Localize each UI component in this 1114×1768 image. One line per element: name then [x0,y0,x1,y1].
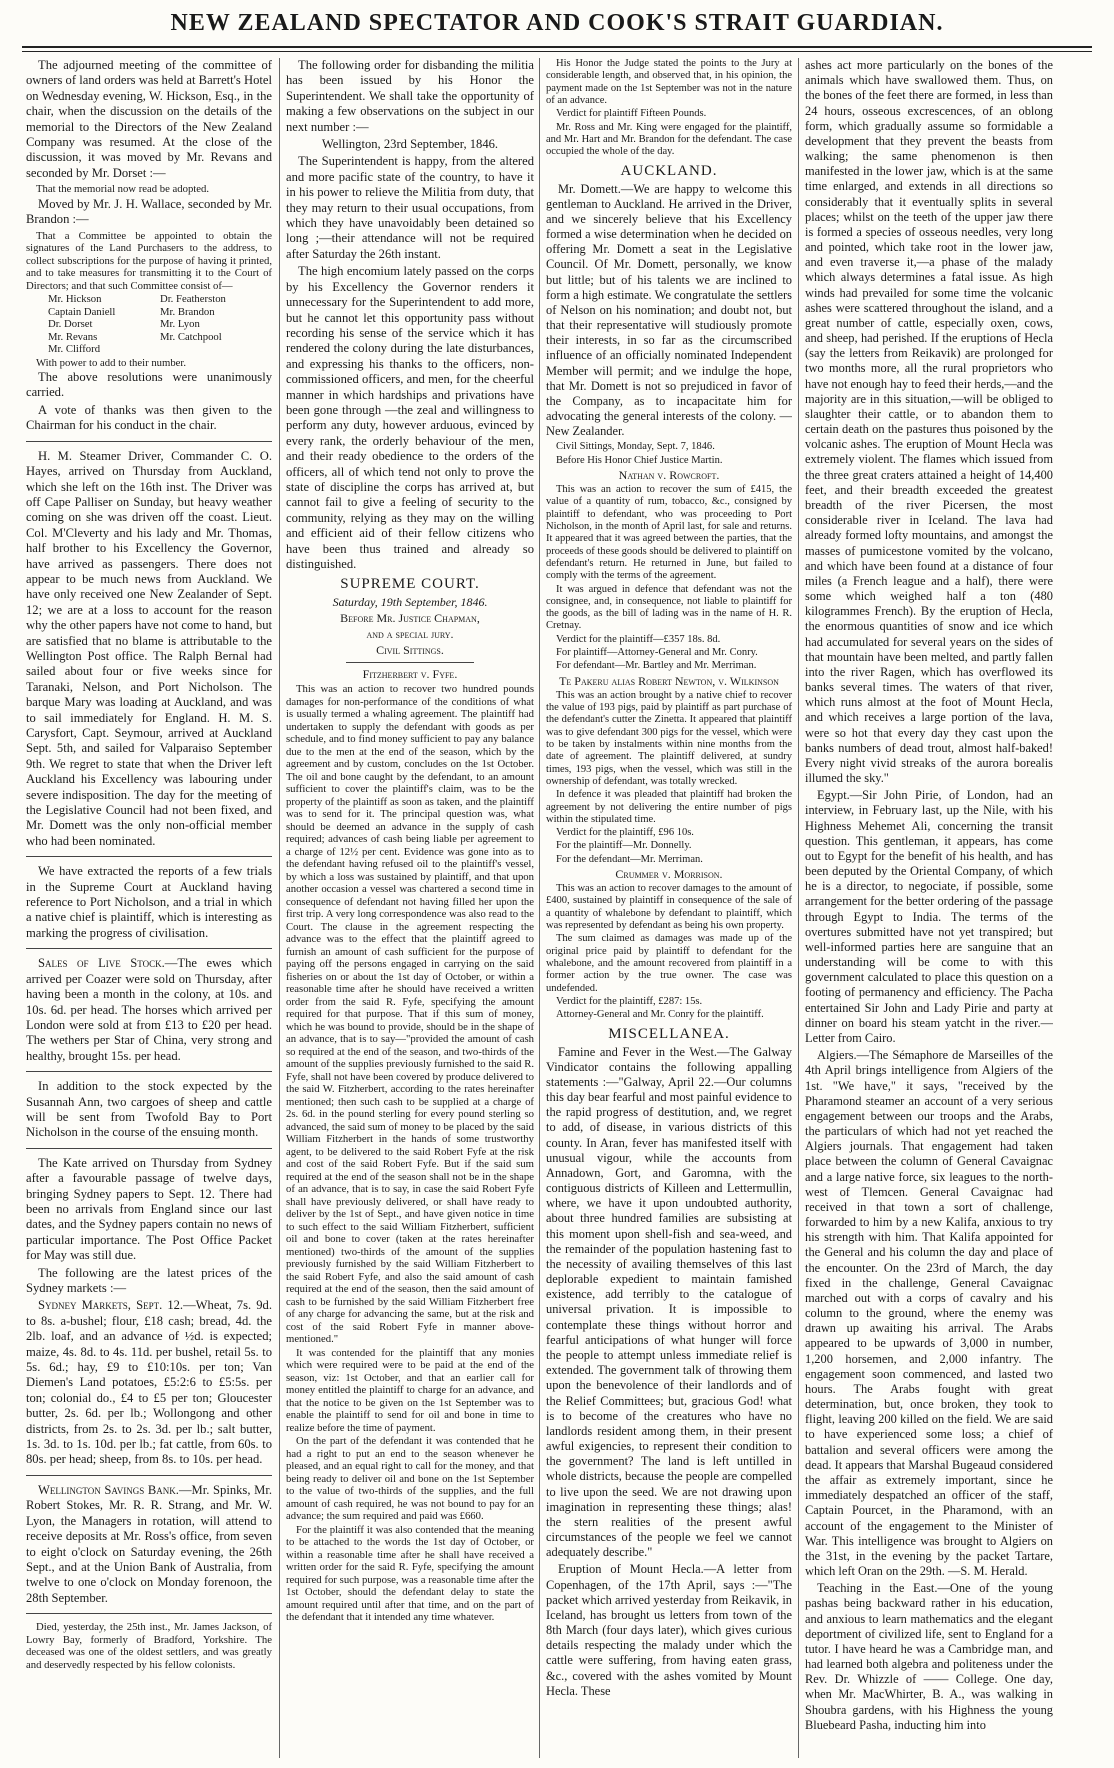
case-title: Fitzherbert v. Fyfe. [362,667,458,682]
court-date: Saturday, 19th September, 1846. [332,595,488,610]
article-separator [26,1475,272,1476]
court-civil-sittings: Civil Sittings. [376,643,444,658]
order-paragraph: The Superintendent is happy, from the altered and more pacific state of the country, to have it in his power to relieve the Militia from duty, that they may return to their usual occupations, from which they have unavoidably been detained so long ;—their attendance will not be required after Saturday the 26th instant. [286,154,534,261]
article-trials: We have extracted the reports of a few trials in the Supreme Court at Auckland having reference to Port Nicholson, and a trial in which a native chief is plaintiff, which is interesting as marking the progress of civilisation. [26,864,272,940]
article-heading: Wellington Savings Bank. [38,1482,179,1497]
article-susannah: In addition to the stock expected by the Susannah Ann, two cargoes of sheep and cattle will be sent from Twofold Bay to Port Nicholson in the course of the ensuing month. [26,1079,272,1140]
section-heading-auckland: AUCKLAND. [620,162,718,179]
case-counsel: For the plaintiff—Mr. Donnelly. [556,840,692,852]
case-verdict: Verdict for the plaintiff, £96 10s. [556,827,694,839]
section-heading-supreme-court: SUPREME COURT. [340,576,480,593]
article-heading: Sydney Markets, Sept. 12. [38,1298,184,1313]
case-paragraph: It was contended for the plaintiff that any monies which were required were to be paid at the end of the season, viz: 1st October, and that an earlier call for money entitled the plaintiff to charge for an advance, and that the notice to be given on the 1st September was to enable the plaintiff to send for oil and bone in time to realize before the time of payment. [286,1346,534,1434]
column-4 [805,58,1053,1760]
court-before: Before Mr. Justice Chapman, [340,611,480,626]
case-paragraph: This was an action brought by a native chief to recover the value of 193 pigs, paid by plaintiff as part purchase of the defendant's cutter the Zinetta. It appeared that plaintiff was to give defendant 300 pigs for the vessel, which were to be taken by instalments within nine months from the date of agreement. The plaintiff delivered, at sundry times, 193 pigs, when the vessel, which was still in the ownership of defendant, was totally wrecked. [546,689,792,787]
resolution-committee: That a Committee be appointed to obtain the signatures of the Land Purchasers to the address, to collect subscriptions for the purpose of having it printed, and to take measures for transmitting it to the Court of Directors; and that such Committee consist of— [26,229,272,292]
committee-member: Captain Daniell [48,305,116,318]
case-title: Te Pakeru alias Robert Newton, v. Wilkinson [559,673,779,688]
case-paragraph: This was an action to recover two hundred pounds damages for non-performance of the conditions of what is usually termed a whaling agreement. The plaintiff had undertaken to supply the defendant with goods as per schedule, and to find money sufficient to pay any balance due to the men at the end of the season, which by the agreement and by custom, concludes on the 1st October. The oil and bone caught by the defendant, to an amount sufficient to cover the plaintiff's claim, was to be the property of the plaintiff as soon as taken, and the plaintiff was to send for it. The principal question was, what should be deemed an advance in the supply of cash required; advances of cash being liable per agreement to a charge of 12½ per cent. Evidence was gone into as to the defendant having refused oil to the plaintiff's vessel, by which a loss was sustained by plaintiff, and that upon another occasion a vessel was chartered a second time in consequence of defendant not having filled her upon the first trip. A very long correspondence was also read to the Court. The clause in the agreement respecting the advance was to the effect that the plaintiff agreed to furnish an amount of cash sufficient for the purpose of paying off the persons engaged in carrying on the said fisheries on or about the 1st day of October, or within a reasonable time after he should have received a written order from the said R. Fyfe, specifying the amount required for that purpose. That if this sum of money, which he was bound to provide, should be in the shape of an advance, that is to say—"provided the amount of cash so required at the end of the season, and two-thirds of the amount of the supplies previously furnished to the said R. Fyfe, shall not have been covered by produce delivered to the said W. Fitzherbert, according to the rates hereinafter mentioned; then such cash to be supplied at a charge of 2s. 6d. in the pound sterling for every pound sterling so advanced, the said sum of money to be placed by the said William Fitzherbert in the hands of some trustworthy agent, to be delivered to the said Robert Fyfe at the risk and cost of the said Robert Fyfe. But if the said sum required at the end of the season shall not be in the shape of an advance, that is to say, in case the said Robert Fyfe shall have previously delivered, or shall have ready to deliver by the 1st of Sept., and have given notice in time to such effect to the said William Fitzherbert, sufficient oil and bone to cover (taken at the rates hereinafter mentioned) two-thirds of the amount of the supplies previously furnished by the said William Fitzherbert to the said Robert Fyfe, and also the said amount of cash required at the end of the season, then the said amount of cash to be furnished by the said William Fitzherbert free of any charge for advancing the same, but at the risk and cost of the said Robert Fyfe in manner above-mentioned." [286,683,534,1346]
article-separator [26,1613,272,1614]
article-separator [26,948,272,949]
column-rule [798,58,799,1758]
case-paragraph: This was an action to recover damages to the amount of £400, sustained by plaintiff in consequence of the sale of a quantity of whalebone by defendant to plaintiff, which was represented by defendant as being his own property. [546,883,792,932]
article-meeting: The adjourned meeting of the committee of owners of land orders was held at Barrett's Hotel on Wednesday evening, W. Hickson, Esq., in the chair, when the discussion on the details of the memorial to the Directors of the New Zealand Company was resumed. At the close of the discussion, it was moved by Mr. Revans and seconded by Mr. Dorset :— [26,58,272,180]
committee-member: Mr. Clifford [48,343,101,356]
case-counsel: For plaintiff—Attorney-General and Mr. Conry. [556,647,758,659]
case-verdict: Verdict for the plaintiff, £287: 15s. [556,995,703,1007]
article-heading: Sales of Live Stock. [38,956,165,971]
motion: Moved by Mr. J. H. Wallace, seconded by Mr. Brandon :— [26,196,272,227]
article-domett: Mr. Domett.—We are happy to welcome this gentleman to Auckland. He arrived in the Driver, and we sincerely believe that his Excellency formed a wise determination when he decided on offering Mr. Domett a seat in the Legislative Council. Of Mr. Domett, personally, we know but little; but of his talents we are inclined to form a high estimate. We congratulate the settlers of Nelson on his nomination; and doubt not, but that their representative will studiously promote their interests, in so far as the circumscribed influence of an officially nominated Independent Member will permit; and we indulge the hope, that Mr. Domett is not so prejudiced in favor of the Company, as to incapacitate him for advocating the general interests of the colony. —New Zealander. [546,181,792,439]
case-paragraph: It was argued in defence that defendant was not the consignee, and, in consequence, not liable to plaintiff for the goods, as the bill of lading was in the name of H. R. Cretnay. [546,583,792,632]
case-title: Nathan v. Rowcroft. [618,468,720,483]
case-paragraph: His Honor the Judge stated the points to the Jury at considerable length, and observed that, in his opinion, the payment made on the 1st September was not in the nature of an advance. [546,58,792,106]
article-separator [26,1148,272,1149]
column-2 [286,58,534,1760]
article-kate: The Kate arrived on Thursday from Sydney after a favourable passage of twelve days, bringing Sydney papers to Sept. 12. There had been no arrivals from England since our last dates, and the Sydney papers contain no news of particular importance. The Post Office Packet for May was still due. [26,1155,272,1263]
vote-of-thanks: A vote of thanks was then given to the Chairman for his conduct in the chair. [26,402,272,433]
column-3 [546,58,792,1760]
article-body: —The ewes which arrived per Coazer were sold on Thursday, after having been a month in the colony, at 10s. and 10s. 6d. per head. The horses which arrived per London were sold at from £13 to £20 per head. The wethers per Star of China, very strong and healthy, brought 15s. per head. [26,956,272,1063]
article-separator [346,662,474,663]
column-rule [279,58,280,1758]
masthead-rule-thin [22,51,1092,52]
column-rule [539,58,540,1758]
committee-member: Mr. Brandon [160,305,215,318]
case-verdict: Verdict for the plaintiff—£357 18s. 8d. [556,633,721,645]
article-separator [26,441,272,442]
case-counsel: Attorney-General and Mr. Conry for the plaintiff. [556,1009,764,1021]
committee-member: Dr. Featherston [160,293,226,306]
sittings-before: Before His Honor Chief Justice Martin. [556,454,723,466]
article-body: —Mr. Spinks, Mr. Robert Stokes, Mr. R. R. Strang, and Mr. W. Lyon, the Managers in rotation, will attend to receive deposits at Mr. Ross's office, from seven to eight o'clock on Saturday evening, the 26th Sept., and at the Union Bank of Australia, from twelve to one o'clock on Monday forenoon, the 28th September. [26,1482,272,1605]
article-live-stock [26,956,272,1064]
case-counsel: Mr. Ross and Mr. King were engaged for the plaintiff, and Mr. Hart and Mr. Brandon for the defendant. The case occupied the whole of the day. [546,121,792,158]
resolution-memorial: That the memorial now read be adopted. [36,183,210,196]
committee-member: Mr. Lyon [160,318,200,331]
article-separator [26,856,272,857]
masthead: NEW ZEALAND SPECTATOR AND COOK'S STRAIT GUARDIAN. [170,10,944,36]
case-paragraph: On the part of the defendant it was contended that he had a right to put an end to the season whenever he pleased, and an equal right to call for the money, and that being ready to deliver oil and bone on the 1st September to the value of two-thirds of the supplies, and the full amount of cash required, he was not bound to pay for an advance; the sum required and paid was £660. [286,1435,534,1523]
article-hecla: Eruption of Mount Hecla.—A letter from Copenhagen, of the 17th April, says :—"The packet which arrived yesterday from Reikavik, in Iceland, has brought us letters from town of the 8th March (four days later), which gives curious details respecting the malady under which the cattle were suffering, from having eaten grass, &c., covered with the ashes vomited by Mount Hecla. These [546,1562,792,1698]
sittings-date: Civil Sittings, Monday, Sept. 7, 1846. [556,441,715,453]
section-heading-miscellanea: MISCELLANEA. [608,1025,730,1042]
committee-member: Mr. Revans [48,330,98,343]
case-counsel: For the defendant—Mr. Merriman. [556,853,703,865]
case-counsel: For defendant—Mr. Bartley and Mr. Merriman. [556,660,757,672]
article-savings-bank [26,1483,272,1606]
committee-member [160,343,272,356]
case-paragraph: This was an action to recover the sum of £415, the value of a quantity of rum, tobacco, &c., consigned by plaintiff to defendant, who was proceeding to Port Nicholson, in the month of April last, for sale and returns. It appeared that it was agreed between the parties, that the proceeds of these goods should be delivered to plaintiff on defendant's return. He returned in June, but failed to comply with the terms of the agreement. [546,484,792,582]
committee-member: Dr. Dorset [48,318,93,331]
article-hecla-continued: ashes act more particularly on the bones of the animals which have swallowed them. Thus, on the bones of the feet there are formed, in less than 24 hours, osseous excrescences, of an oblong form, which gradually assume so formidable a development that they prevent the beasts from walking; the same phenomenon is then manifested in the lower jaw, which is at the same time enlarged, and extends in all directions so considerably that it eventually splits in several places; whilst on the teeth of the upper jaw there is formed a species of osseous needles, very long and pointed, which take root in the lower jaw, and even traverse it,—a phase of the malady which always determines a fatal issue. As high winds had prevailed for some time the volcanic ashes were scattered throughout the island, and a great number of cattle, especially oxen, cows, and sheep, had perished. If the eruptions of Hecla (say the letters from Reikavik) are prolonged for two months more, all the rural proprietors who have not enough hay to feed their herds,—and the majority are in this situation,—will be obliged to slaughter their cattle, or to abandon them to certain death on the pastures thus poisoned by the volcanic ashes. The eruption of Mount Hecla was extremely violent. The flames which issued from the three great craters attained a height of 14,400 feet, and their breadth exceeded the greatest breadth of the river Picersen, the most considerable river in Iceland. The lava had already formed lofty mountains, and amongst the masses of pumicestone vomited by the volcano, and which have been found at a distance of four miles (a French league and a half), there were some which weighed half a ton (480 kilogrammes French). By the eruption of Hecla, the enormous quantities of snow and ice which had accumulated for several years on the sides of that mountain have been melted, and partly fallen into the river Ragen, which has overflowed its banks several times. The waters of that river, which runs almost at the foot of Mount Hecla, and which receives a large portion of the lava, were so hot that every day they cast upon the banks numbers of dead trout, almost half-baked! Every night vivid streaks of the aurora borealis illumed the sky." [805,58,1053,786]
committee-member: Mr. Hickson [48,293,102,306]
column-1 [26,58,272,1760]
order-paragraph: The high encomium lately passed on the corps by his Excellency the Governor renders it unnecessary for the Superintendent to add more, but he cannot let this opportunity pass without recording his sense of the service which it has rendered the colony during the late disturbances, and expressing his thanks to the officers, non-commissioned officers, and men, for the cheerful manner in which hardships and privations have been gone through —the zeal and willingness to perform any duty, however arduous, evinced by every rank, the orderly behaviour of the men, and their ready obedience to the orders of the officers, all of which tend not only to prove the state of discipline the corps has arrived at, but cannot fail to give a feeling of security to the community, relying as they may on the willing and efficient aid of their fellow citizens who have been thus trained and already so distinguished. [286,264,534,571]
order-dateline: Wellington, 23rd September, 1846. [321,137,499,152]
article-egypt: Egypt.—Sir John Pirie, of London, had an interview, in February last, up the Nile, with his Highness Mehemet Ali, concerning the transit question. This gentleman, it appears, has come out to Egypt for the benefit of his health, and has been deputed by the Oriental Company, of which he is a director, to negociate, if possible, some arrangement for the better ordering of the passage through Egypt to India. The terms of the overtures submitted have not yet transpired; but well-informed parties here are sanguine that an understanding will be come to with this government calculated to place this question on a footing of permanency and efficiency. The Pacha entertained Sir John and Lady Pirie and party at dinner on board his steam yatcht in the river.—Letter from Cairo. [805,788,1053,1045]
article-body: —Wheat, 7s. 9d. to 8s. a-bushel; flour, £18 cash; bread, 4d. the 2lb. loaf, and an advance of ½d. is expected; maize, 4s. 8d. to 4s. 11d. per bushel, retail 5s. to 5s. 6d.; hay, £9 to £10:10s. per ton; Van Diemen's Land potatoes, £5:2:6 to £5:5s. per ton; colonial do., £4 to £5 per ton; Gloucester butter, 2s. 6d. per lb.; Wollongong and other districts, from 2s. to 2s. 3d. per lb.; salt butter, 1s. 3d. to 1s. 10d. per lb.; fat cattle, from 60s. to 80s. per head; sheep, from 8s. to 10s. per head. [26,1298,272,1467]
case-paragraph: In defence it was pleaded that plaintiff had broken the agreement by not delivering the entire number of pigs within the stipulated time. [546,789,792,825]
court-jury: and a special jury. [366,627,454,642]
article-famine: Famine and Fever in the West.—The Galway Vindicator contains the following appalling statements :—"Galway, April 22.—Our columns this day bear fearful and most painful evidence to the rapid progress of destitution, and, we regret to add, of disease, in various districts of this county. In Aran, fever has manifested itself with unusual vigour, while the accounts from Annadown, Gort, and Garomna, with the contiguous districts of Killeen and Lettermullin, where, we have it upon undoubted authority, about three hundred families are subsisting at this moment upon shell-fish and sea-weed, and the remainder of the population hastening fast to the necessity of availing themselves of this last deplorable expedient to maintain famished existence, add terribly to the catalogue of universal privation. It is impossible to contemplate these things without horror and fearful anticipations of what hunger will force the people to attempt unless immediate relief is extended. The government talk of throwing them upon the benevolence of their landlords and of the Relief Committees; but, gracious God! what is to become of the creatures who have no landlords resident among them, in their present awful exigencies, to represent their condition to the government? The land is left untilled in whole districts, because the people are compelled to live upon the seed. We are not drawing upon imagination in representing these things; alas! the stern realities of the present awful circumstances of the people we feel we cannot adequately describe." [546,1044,792,1560]
article-separator [26,1071,272,1072]
death-notice: Died, yesterday, the 25th inst., Mr. James Jackson, of Lowry Bay, formerly of Bradford, Yorkshire. The deceased was one of the oldest settlers, and was greatly and deservedly respected by his fellow colonists. [26,1621,272,1671]
committee-member: Mr. Catchpool [160,330,222,343]
article-driver: H. M. Steamer Driver, Commander C. O. Hayes, arrived on Thursday from Auckland, which she left on the 16th inst. The Driver was off Cape Palliser on Sunday, but heavy weather coming on she was driven off the coast. Lieut. Col. M'Cleverty and his lady and Mr. Thomas, half brother to his Excellency the Governor, have arrived as passengers. There does not appear to be much news from Auckland. We have only received one New Zealander of Sept. 12; we are at a loss to account for the reason why the other papers have not come to hand, but are satisfied that no blame is attributable to the Wellington Post office. The Ralph Bernal had sailed about four or five weeks since for Taranaki, Nelson, and Port Nicholson. The barque Mary was loading at Auckland, and was to sail immediately for England. H. M. S. Carysfort, Capt. Seymour, arrived at Auckland Sept. 5th, and sailed for Valparaiso September 9th. We regret to state that when the Driver left Auckland his Excellency was labouring under severe indisposition. The day for the meeting of the Legislative Council had not been fixed, and Mr. Domett was the only non-official member who had been nominated. [26,448,272,848]
resolutions-carried: The above resolutions were unanimously carried. [26,370,272,400]
article-teaching-east: Teaching in the East.—One of the young pashas being backward rather in his education, and anxious to learn mathematics and the elegant deportment of civilized life, sent to England for a tutor. I have heard he was a Cambridge man, and had learned both algebra and politeness under the Rev. Dr. Whizzle of —— College. One day, when Mr. MacWhirter, B. A., was walking in Shoubra gardens, with his Highness the young Bluebeard Pasha, inducting him into [805,1581,1053,1732]
case-title: Crummer v. Morrison. [615,867,723,882]
article-sydney-markets [26,1298,272,1467]
committee-list [26,293,272,356]
prices-intro: The following are the latest prices of the Sydney markets :— [26,1265,272,1295]
article-algiers: Algiers.—The Sémaphore de Marseilles of the 4th April brings intelligence from Algiers of the 1st. "We have," it says, "received by the Pharamond steamer an account of a very serious engagement between our troops and the Arabs, the particulars of which had not yet reached the Algiers journals. That engagement had taken place between the column of General Cavaignac and a large native force, six leagues to the north-west of Tlemcen. General Cavaignac had received in that town a sort of challenge, forwarded to him by a new Kalifa, anxious to try his strength with him. That Kalifa appointed for the General and his column the day and place of the encounter. On the 23rd of March, the day fixed in the challenge, General Cavaignac marched out with a corps of cavalry and his column to the ground, where the enemy was drawn up awaiting his arrival. The Arabs appeared to be upwards of 3,000 in number, 1,200 horsemen, and 2,000 infantry. The engagement soon commenced, and lasted two hours. The Arabs fought with great determination, but, once broken, they took to flight, leaving 200 killed on the field. We are said to have experienced some loss; a chief of battalion and several officers were among the dead. It appears that Marshal Bugeaud considered the affair as extremely important, since he immediately despatched an officer of the staff, Captain Pourcet, in the Pharamond, with an account of the engagement to the Minister of War. This intelligence was brought to Algiers on the 31st, in the evening by the packet Tartare, which left Oran on the 29th. —S. M. Herald. [805,1048,1053,1579]
article-militia: The following order for disbanding the militia has been issued by his Honor the Superintendent. We shall take the opportunity of making a few observations on the subject in our next number :— [286,58,534,134]
masthead-rule [22,46,1092,48]
committee-power: With power to add to their number. [36,356,187,369]
case-verdict: Verdict for plaintiff Fifteen Pounds. [556,108,707,120]
case-paragraph: For the plaintiff it was also contended that the meaning to be attached to the words the 1st day of October, or within a reasonable time after he shall have received a written order for the said R. Fyfe, specifying the amount required for such purpose, was a reasonable time after the 1st October, should the defendant delay to state the amount required until after that time, and on the part of the defendant that it intended any time whatever. [286,1523,534,1624]
case-paragraph: The sum claimed as damages was made up of the original price paid by plaintiff to defendant for the whalebone, and the amount recovered from plaintiff in a former action by the true owner. The case was undefended. [546,933,792,994]
